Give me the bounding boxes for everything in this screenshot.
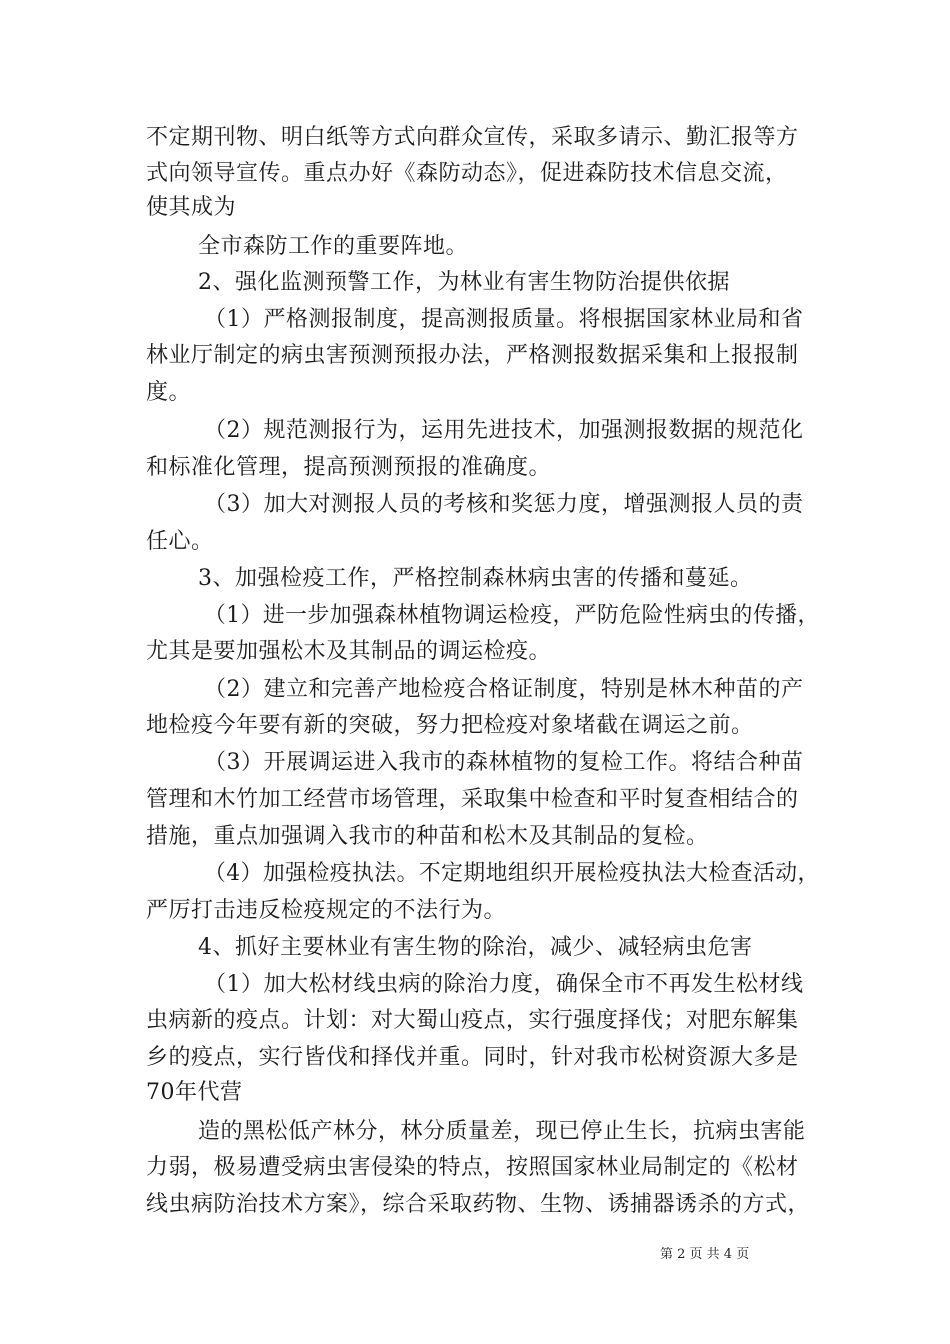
page-number: 第 2 页 共 4 页 [660,1247,750,1262]
text-line: 虫病新的疫点。计划：对大蜀山疫点，实行强度择伐；对肥东解集 [146,1008,799,1033]
section-heading: 4、抓好主要林业有害生物的除治，减少、减轻病虫危害 [198,935,753,960]
text-line: 和标准化管理，提高预测预报的准确度。 [146,455,552,480]
text-line: （3）加大对测报人员的考核和奖惩力度，增强测报人员的责 [204,492,804,517]
text-line: 严厉打击违反检疫规定的不法行为。 [146,898,507,923]
text-line: （1）进一步加强森林植物调运检疫，严防危险性病虫的传播， [204,603,820,628]
text-line: 乡的疫点，实行皆伐和择伐并重。同时，针对我市松树资源大多是 [146,1045,799,1070]
text-line: 造的黑松低产林分，林分质量差，现已停止生长，抗病虫害能 [198,1119,806,1144]
text-line: 70年代营 [146,1080,243,1105]
text-line: 全市森防工作的重要阵地。 [198,234,469,259]
text-line: 任心。 [146,529,214,554]
text-line: （2）规范测报行为，运用先进技术，加强测报数据的规范化 [204,418,804,443]
text-line: 措施，重点加强调入我市的种苗和松木及其制品的复检。 [146,824,709,849]
text-line: 度。 [146,380,192,405]
text-line: 式向领导宣传。重点办好《森防动态》，促进森防技术信息交流， [146,161,788,186]
text-line: （3）开展调运进入我市的森林植物的复检工作。将结合种苗 [204,750,804,775]
text-line: 力弱，极易遭受病虫害侵染的特点，按照国家林业局制定的《松材 [146,1155,799,1180]
text-line: 林业厅制定的病虫害预测预报办法，严格测报数据采集和上报报制 [146,343,799,368]
text-line: （1）加大松材线虫病的除治力度，确保全市不再发生松材线 [204,972,804,997]
text-line: 不定期刊物、明白纸等方式向群众宣传，采取多请示、勤汇报等方 [146,125,799,150]
text-line: 尤其是要加强松木及其制品的调运检疫。 [146,639,552,664]
text-line: 管理和木竹加工经营市场管理，采取集中检查和平时复查相结合的 [146,787,799,812]
text-line: （2）建立和完善产地检疫合格证制度，特别是林木种苗的产 [204,677,804,702]
section-heading: 2、强化监测预警工作，为林业有害生物防治提供依据 [198,270,730,295]
section-heading: 3、加强检疫工作，严格控制森林病虫害的传播和蔓延。 [198,566,753,591]
text-line: （4）加强检疫执法。不定期地组织开展检疫执法大检查活动， [204,861,820,886]
text-line: 地检疫今年要有新的突破，努力把检疫对象堵截在调运之前。 [146,713,754,738]
text-line: 使其成为 [146,195,237,220]
text-line: （1）严格测报制度，提高测报质量。将根据国家林业局和省 [204,307,804,332]
text-line: 线虫病防治技术方案》，综合采取药物、生物、诱捕器诱杀的方式， [146,1192,811,1217]
